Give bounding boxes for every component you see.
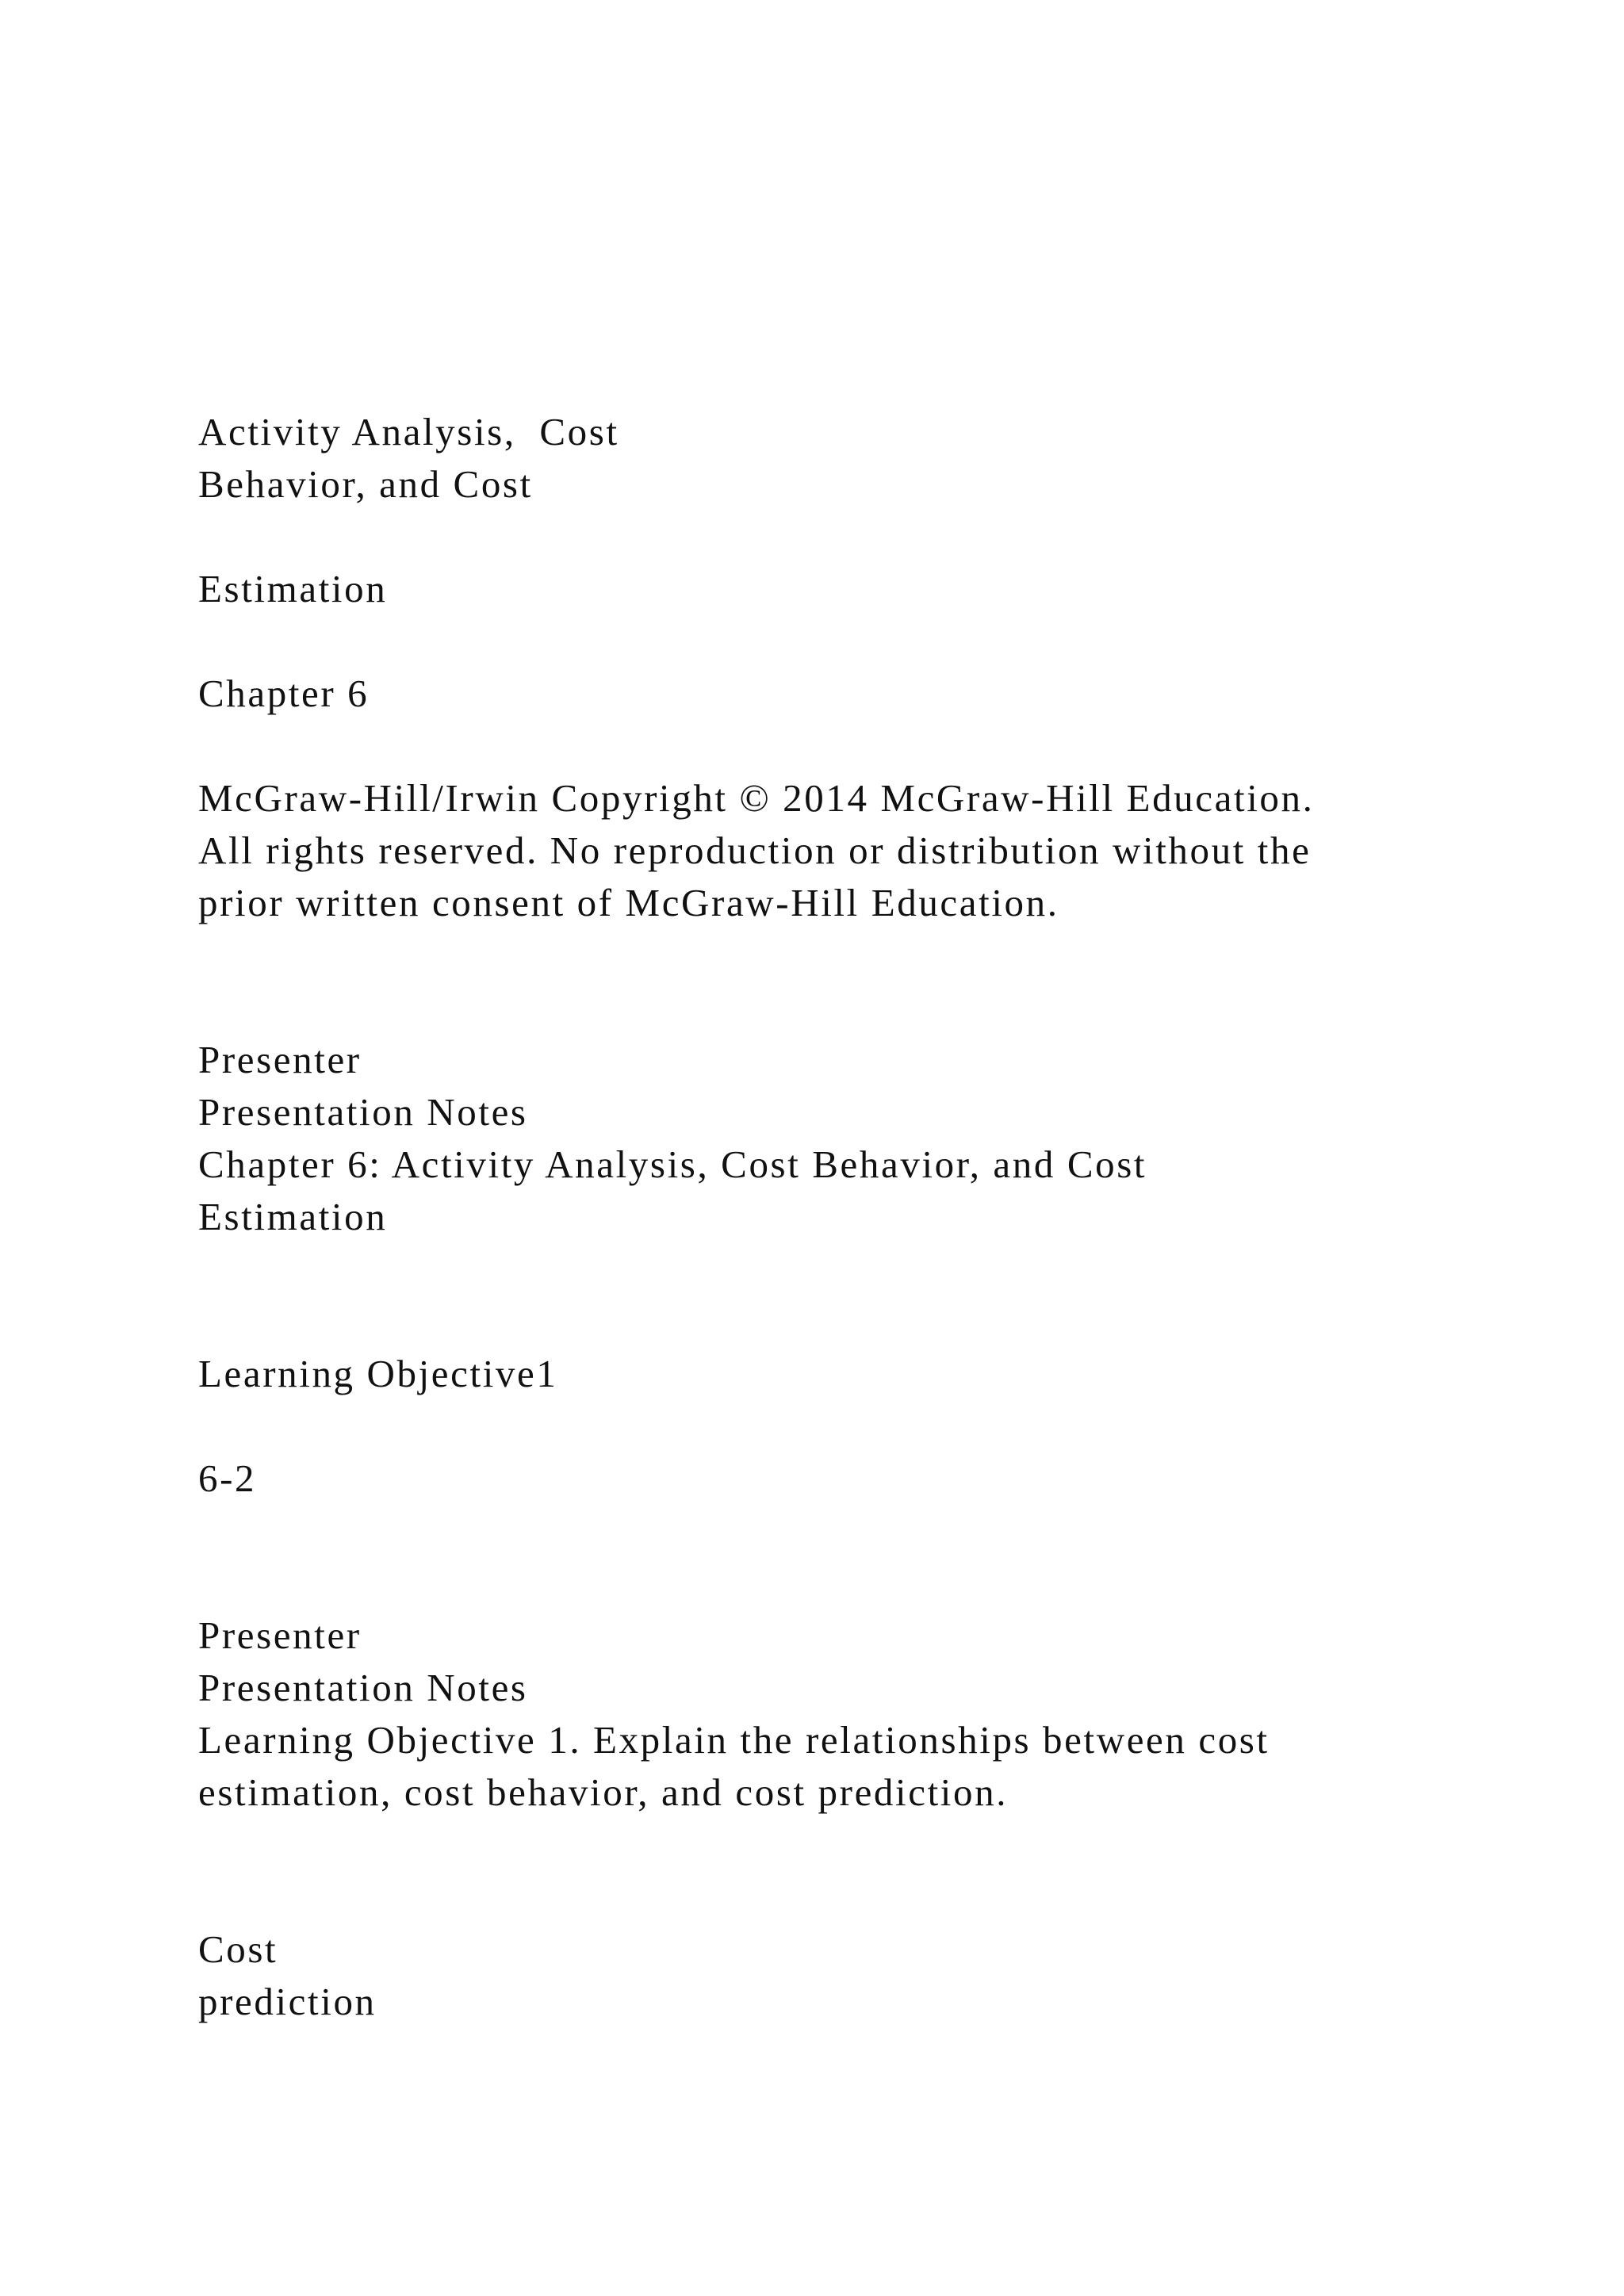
- presenter-label: Presenter: [198, 1038, 362, 1081]
- chapter-label: Chapter 6: [198, 672, 370, 715]
- title-line-2: Behavior, and Cost: [198, 462, 533, 506]
- presentation-notes-label: Presentation Notes: [198, 1090, 528, 1134]
- title-line-1: Activity Analysis, Cost: [198, 410, 619, 453]
- notes-text-line-2: Estimation: [198, 1195, 388, 1238]
- notes-text-line-1: Chapter 6: Activity Analysis, Cost Behavior, and Cost: [198, 1142, 1147, 1186]
- diagram-label-line-1: Cost: [198, 1927, 278, 1971]
- diagram-label-line-2: prediction: [198, 1980, 377, 2023]
- copyright-line-2: All rights reserved. No reproduction or distribution without the: [198, 828, 1312, 872]
- notes-text-line-1: Learning Objective 1. Explain the relationships between cost: [198, 1718, 1270, 1762]
- slide-number: 6-2: [198, 1456, 257, 1500]
- presenter-label: Presenter: [198, 1613, 362, 1657]
- notes-text-line-2: estimation, cost behavior, and cost prediction.: [198, 1770, 1009, 1814]
- copyright-line-1: McGraw-Hill/Irwin Copyright © 2014 McGraw-Hill Education.: [198, 776, 1315, 820]
- copyright-line-3: prior written consent of McGraw-Hill Education.: [198, 881, 1059, 924]
- title-line-3: Estimation: [198, 567, 388, 610]
- presentation-notes-label: Presentation Notes: [198, 1666, 528, 1709]
- learning-objective-heading: Learning Objective1: [198, 1352, 558, 1395]
